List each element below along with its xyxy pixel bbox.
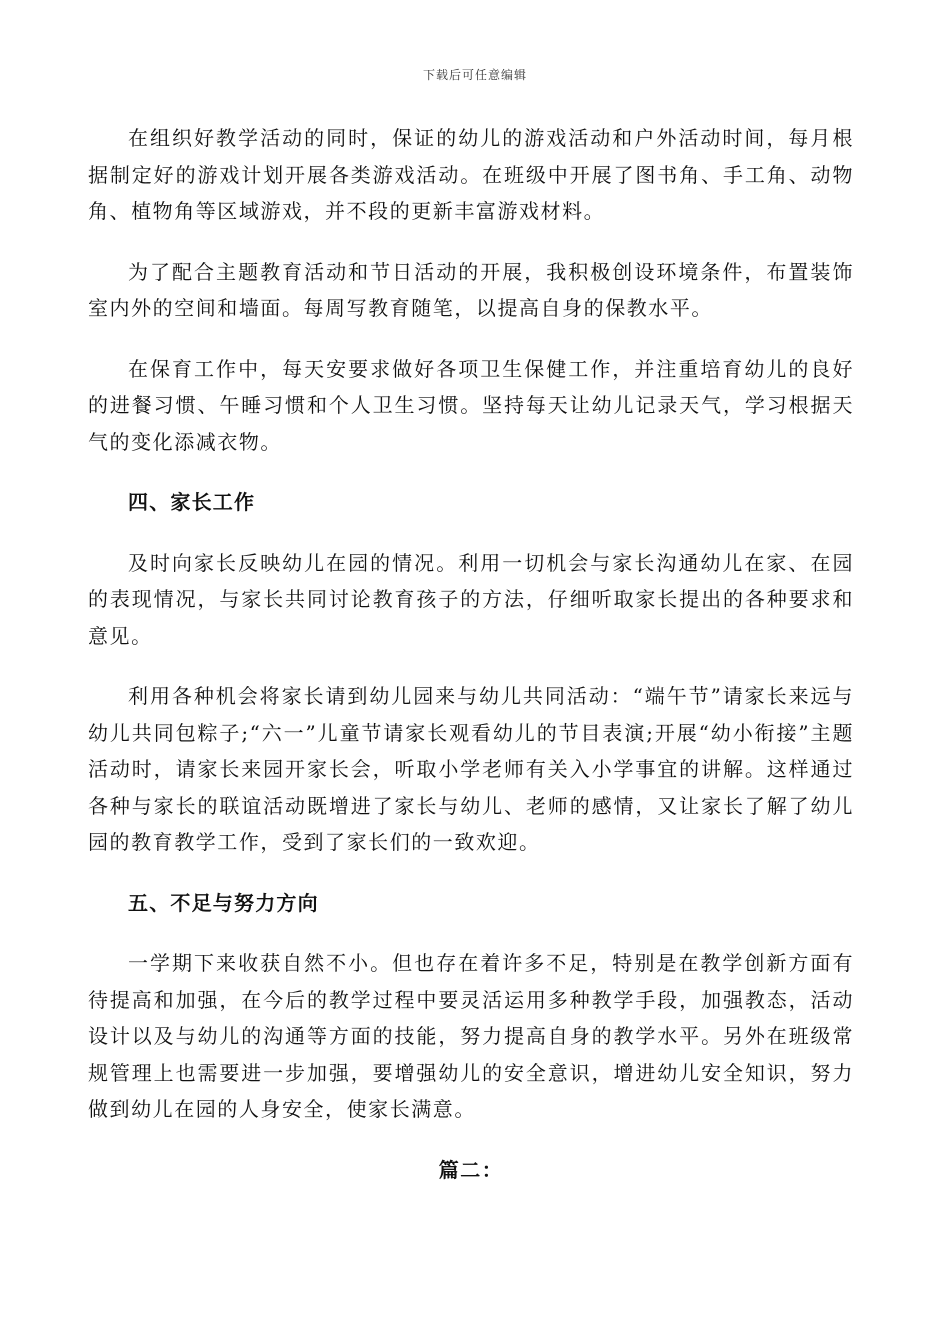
paragraph-parent-activities: 利用各种机会将家长请到幼儿园来与幼儿共同活动：“端午节”请家长来远与幼儿共同包粽子;“六一”儿童节请家长观看幼儿的节目表演;开展“幼小衔接”主题活动时，请家长来园开家长会，听取小学老师有关入小学事宜的讲解。这样通过各种与家长的联谊活动既增进了家长与幼儿、老师的感情，又让家长了解了幼儿园的教育教学工作，受到了家长们的一致欢迎。 [88,684,854,854]
section-heading-parents: 四、家长工作 [128,490,256,514]
section-heading-shortcomings: 五、不足与努力方向 [128,890,319,915]
part-two-heading: 篇二： [438,1157,504,1182]
paragraph-environment: 为了配合主题教育活动和节日活动的开展，我积极创设环境条件，布置装饰室内外的空间和墙面。每周写教育随笔，以提高自身的保教水平。 [88,259,854,320]
paragraph-games: 在组织好教学活动的同时，保证的幼儿的游戏活动和户外活动时间，每月根据制定好的游戏计划开展各类游戏活动。在班级中开展了图书角、手工角、动物角、植物角等区域游戏，并不段的更新丰富游戏材料。 [88,126,854,223]
page-header: 下载后可任意编辑 [422,68,527,82]
document-body [88,120,854,1188]
paragraph-care: 在保育工作中，每天安要求做好各项卫生保健工作，并注重培育幼儿的良好的进餐习惯、午睡习惯和个人卫生习惯。坚持每天让幼儿记录天气，学习根据天气的变化添减衣物。 [88,356,854,454]
paragraph-shortcomings: 一学期下来收获自然不小。但也存在着许多不足，特别是在教学创新方面有待提高和加强，在今后的教学过程中要灵活运用多种教学手段，加强教态，活动设计以及与幼儿的沟通等方面的技能，努力提高自身的教学水平。另外在班级常规管理上也需要进一步加强，要增强幼儿的安全意识，增进幼儿安全知识，努力做到幼儿在园的人身安全，使家长满意。 [88,951,854,1121]
paragraph-parent-communication: 及时向家长反映幼儿在园的情况。利用一切机会与家长沟通幼儿在家、在园的表现情况，与家长共同讨论教育孩子的方法，仔细听取家长提出的各种要求和意见。 [88,550,854,648]
